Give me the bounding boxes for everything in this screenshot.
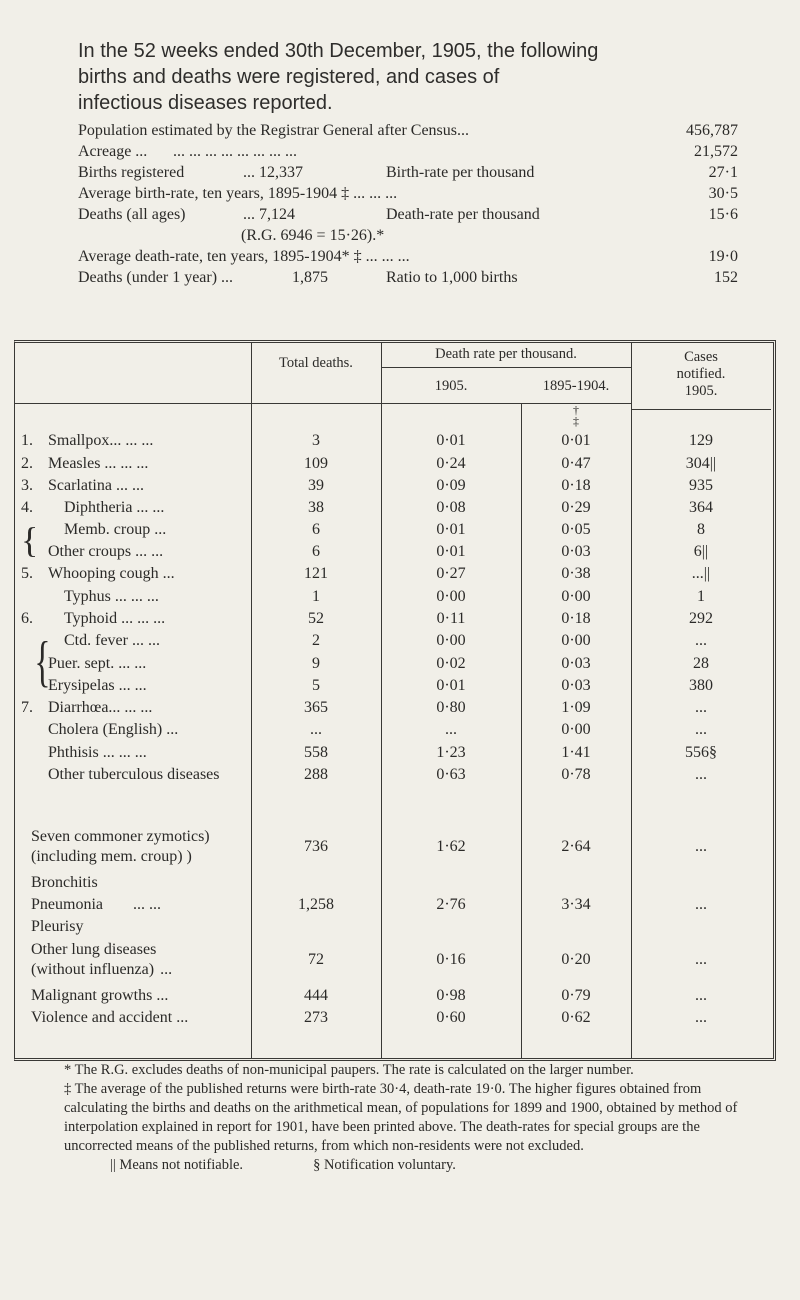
row-name: Scarlatina ... ... — [48, 477, 144, 494]
total-deaths: 273 — [304, 1009, 328, 1026]
rate-1905: 1·62 — [436, 838, 466, 855]
row-name: Typhoid ... ... ... — [64, 610, 166, 627]
rate-1895-1904: 0·00 — [561, 588, 591, 605]
cases-notified: ... — [695, 951, 707, 968]
total-deaths: 39 — [308, 477, 324, 494]
table-row-respiratory — [15, 872, 773, 938]
footnotes — [64, 1061, 764, 1175]
rate-1895-1904: 0·29 — [561, 499, 591, 516]
row-name-line: (including mem. croup) — [31, 848, 183, 865]
cases-notified: 28 — [693, 655, 709, 672]
rate-1905: 0·16 — [436, 951, 466, 968]
row-name: Diphtheria ... ... — [64, 499, 165, 516]
footnote-not-notifiable: || Means not notifiable. — [110, 1157, 244, 1173]
total-deaths: 365 — [304, 699, 328, 716]
cases-notified: ... — [695, 1009, 707, 1026]
acreage-label: Acreage ... — [78, 143, 148, 160]
rg-note: (R.G. 6946 = 15·26).* — [241, 227, 385, 244]
avg-birth-label: Average birth-rate, ten years, 1895-1904 ‡ ... ... ... — [78, 185, 398, 202]
rate-1895-1904: 3·34 — [561, 896, 591, 913]
total-deaths: ... — [310, 721, 322, 738]
report-heading — [78, 38, 768, 116]
row-name: Other tuberculous diseases — [48, 766, 220, 783]
population-value: 456,787 — [686, 122, 738, 139]
rate-1895-1904: 0·20 — [561, 951, 591, 968]
table-row — [15, 431, 773, 451]
rate-1905: 0·02 — [436, 655, 466, 672]
avg-death-value: 19·0 — [708, 248, 738, 265]
total-deaths: 444 — [304, 987, 328, 1004]
rate-1895-1904: 0·03 — [561, 543, 591, 560]
cases-notified: 364 — [689, 499, 713, 516]
cases-notified: 292 — [689, 610, 713, 627]
total-deaths: 558 — [304, 744, 328, 761]
rate-1895-1904: 0·47 — [561, 455, 591, 472]
rate-1895-1904: 0·79 — [561, 987, 591, 1004]
row-name — [31, 872, 161, 938]
cases-notified: 304|| — [685, 455, 717, 472]
heading-line-1: In the 52 weeks ended 30th December, 1905, the following — [78, 40, 599, 62]
cases-notified: 6|| — [693, 543, 709, 560]
table-row — [15, 720, 773, 740]
dagger-footnote-mark: † ‡ — [573, 403, 579, 428]
deaths-row — [78, 204, 738, 225]
row-name-line: Pneumonia — [31, 896, 103, 913]
births-label: Births registered — [78, 164, 185, 181]
total-deaths: 121 — [304, 565, 328, 582]
summary-statistics — [78, 120, 738, 288]
rate-1905: 0·08 — [436, 499, 466, 516]
total-deaths: 38 — [308, 499, 324, 516]
rate-1895-1904: 0·78 — [561, 766, 591, 783]
rate-1905: 0·01 — [436, 543, 466, 560]
row-number: 4. — [21, 499, 33, 516]
table-row — [15, 654, 773, 674]
deaths-count: ... 7,124 — [243, 206, 295, 223]
acreage-row — [78, 141, 738, 162]
rate-1905: 0·24 — [436, 455, 466, 472]
total-deaths: 52 — [308, 610, 324, 627]
rate-1895-1904: 0·00 — [561, 721, 591, 738]
table-row — [15, 564, 773, 584]
acreage-dots: ... ... ... ... ... ... ... ... — [173, 143, 297, 160]
table-row — [15, 743, 773, 763]
header-cases-notified — [631, 349, 771, 400]
header-1895-1904: 1895-1904. — [542, 378, 610, 394]
rate-1895-1904: 1·09 — [561, 699, 591, 716]
cases-notified: ... — [695, 721, 707, 738]
rate-1905: 0·01 — [436, 521, 466, 538]
table-row-malignant — [15, 986, 773, 1006]
avg-birth-value: 30·5 — [708, 185, 738, 202]
table-row — [15, 765, 773, 785]
avg-death-row — [78, 246, 738, 267]
row-name-line: Pleurisy — [31, 918, 84, 935]
table-row — [15, 631, 773, 651]
header-subdivider — [381, 367, 631, 368]
infant-deaths-label: Deaths (under 1 year) ... — [78, 269, 234, 286]
total-deaths: 736 — [304, 838, 328, 855]
birth-rate-value: 27·1 — [708, 164, 738, 181]
rate-1905: ... — [445, 721, 457, 738]
header-cases-line-2: notified. — [676, 366, 726, 382]
row-dots: ... ... — [133, 896, 161, 913]
row-name: Whooping cough ... — [48, 565, 175, 582]
cases-notified: ... — [695, 987, 707, 1004]
table-row-other-lung — [15, 940, 773, 984]
cases-notified: 8 — [697, 521, 705, 538]
cases-notified: 1 — [697, 588, 705, 605]
rate-1905: 0·01 — [436, 677, 466, 694]
rate-1895-1904: 2·64 — [561, 838, 591, 855]
table-row — [15, 454, 773, 474]
row-name: Diarrhœa... ... ... — [48, 699, 153, 716]
row-name: Erysipelas ... ... — [48, 677, 147, 694]
header-death-rate: Death rate per thousand. — [435, 346, 577, 362]
header-cases-line-3: 1905. — [684, 383, 718, 399]
group-brace-4: { — [21, 520, 39, 560]
rate-1905: 0·11 — [436, 610, 466, 627]
table-row — [15, 676, 773, 696]
avg-birth-row — [78, 183, 738, 204]
cases-notified: ... — [695, 699, 707, 716]
row-name: Phthisis ... ... ... — [48, 744, 147, 761]
table-row — [15, 609, 773, 629]
row-number: 7. — [21, 699, 33, 716]
ratio-label: Ratio to 1,000 births — [386, 269, 518, 286]
row-name: Puer. sept. ... ... — [48, 655, 147, 672]
bracket-mark: ) — [204, 828, 210, 845]
row-name-line: (without influenza) — [31, 961, 155, 978]
footnote-legend — [64, 1156, 764, 1175]
row-number: 3. — [21, 477, 33, 494]
total-deaths: 1,258 — [298, 896, 334, 913]
rate-1895-1904: 1·41 — [561, 744, 591, 761]
rate-1905: 1·23 — [436, 744, 466, 761]
rate-1905: 0·98 — [436, 987, 466, 1004]
rate-1895-1904: 0·03 — [561, 655, 591, 672]
rate-1895-1904: 0·01 — [561, 432, 591, 449]
rate-1895-1904: 0·05 — [561, 521, 591, 538]
rate-1905: 0·01 — [436, 432, 466, 449]
row-number: 2. — [21, 455, 33, 472]
total-deaths: 6 — [312, 521, 320, 538]
total-deaths: 6 — [312, 543, 320, 560]
table-row — [15, 476, 773, 496]
deaths-label: Deaths (all ages) — [78, 206, 186, 223]
rate-1905: 0·00 — [436, 632, 466, 649]
rate-1905: 2·76 — [436, 896, 466, 913]
bracket-mark: ) — [182, 848, 192, 865]
ratio-value: 152 — [714, 269, 738, 286]
row-name: Ctd. fever ... ... — [64, 632, 160, 649]
cases-notified: ... — [695, 632, 707, 649]
rate-1895-1904: 0·18 — [561, 477, 591, 494]
row-number: 6. — [21, 610, 33, 627]
rg-note-row — [78, 225, 738, 246]
cases-notified: 935 — [689, 477, 713, 494]
footnote-rg: * The R.G. excludes deaths of non-municipal paupers. The rate is calculated on the larger number. — [64, 1062, 634, 1078]
avg-death-label: Average death-rate, ten years, 1895-1904* ‡ ... ... ... — [78, 248, 410, 265]
table-row — [15, 520, 773, 540]
row-name: Typhus ... ... ... — [64, 588, 159, 605]
cases-notified: ... — [695, 838, 707, 855]
cases-notified: ...|| — [691, 565, 711, 582]
rate-1905: 0·60 — [436, 1009, 466, 1026]
row-name-line: Bronchitis — [31, 874, 98, 891]
births-count: ... 12,337 — [243, 164, 303, 181]
mortality-table — [14, 340, 776, 1061]
rate-1905: 0·00 — [436, 588, 466, 605]
row-name: Measles ... ... ... — [48, 455, 149, 472]
total-deaths: 5 — [312, 677, 320, 694]
cases-header-rule — [631, 409, 771, 410]
row-name-line: Seven commoner zymotics — [31, 828, 205, 845]
total-deaths: 2 — [312, 632, 320, 649]
births-row — [78, 162, 738, 183]
row-name: Cholera (English) ... — [48, 721, 179, 738]
birth-rate-label: Birth-rate per thousand — [386, 164, 535, 181]
rate-1895-1904: 0·38 — [561, 565, 591, 582]
cases-notified: ... — [695, 896, 707, 913]
total-deaths: 9 — [312, 655, 320, 672]
rate-1895-1904: 0·18 — [561, 610, 591, 627]
table-row — [15, 498, 773, 518]
header-bottom-rule — [15, 403, 631, 404]
header-total-deaths: Total deaths. — [279, 355, 353, 371]
row-number: 1. — [21, 432, 33, 449]
total-deaths: 109 — [304, 455, 328, 472]
cases-notified: ... — [695, 766, 707, 783]
footnote-average: ‡ The average of the published returns were birth-rate 30·4, death-rate 19·0. The higher figures obtained from calculating the births and deaths on the arithmetical mean, of populations for 1899 and 1900, obtained by method of interpolation explained in report for 1901, have been printed above. The death-rates for special groups are the uncorrected means of the published returns, from which non-residents were not excluded. — [64, 1081, 738, 1154]
row-name — [31, 940, 172, 980]
rate-1905: 0·09 — [436, 477, 466, 494]
rate-1895-1904: 0·62 — [561, 1009, 591, 1026]
row-name-line: Other lung diseases — [31, 941, 157, 958]
group-brace-6: { — [34, 631, 51, 693]
header-1905: 1905. — [434, 378, 468, 394]
infant-deaths-row — [78, 267, 738, 288]
table-row — [15, 587, 773, 607]
acreage-value: 21,572 — [694, 143, 738, 160]
cases-notified: 556§ — [685, 744, 717, 761]
heading-line-2: births and deaths were registered, and cases of — [78, 66, 500, 88]
population-label: Population estimated by the Registrar General after Census... — [78, 122, 470, 139]
infant-deaths-count: 1,875 — [292, 269, 328, 286]
rate-1895-1904: 0·00 — [561, 632, 591, 649]
row-name — [31, 827, 210, 867]
table-row-violence — [15, 1008, 773, 1028]
row-name: Violence and accident ... — [31, 1009, 189, 1026]
cases-notified: 129 — [689, 432, 713, 449]
row-name: Other croups ... ... — [48, 543, 164, 560]
table-row — [15, 542, 773, 562]
death-rate-value: 15·6 — [708, 206, 738, 223]
total-deaths: 72 — [308, 951, 324, 968]
header-cases-line-1: Cases — [684, 349, 718, 365]
row-name: Malignant growths ... — [31, 987, 169, 1004]
table-row — [15, 698, 773, 718]
heading-line-3: infectious diseases reported. — [78, 92, 333, 114]
rate-1895-1904: 0·03 — [561, 677, 591, 694]
rate-1905: 0·63 — [436, 766, 466, 783]
total-deaths: 288 — [304, 766, 328, 783]
total-deaths: 1 — [312, 588, 320, 605]
row-dots: ... — [160, 961, 173, 978]
cases-notified: 380 — [689, 677, 713, 694]
row-name: Memb. croup ... — [64, 521, 167, 538]
rate-1905: 0·80 — [436, 699, 466, 716]
row-number: 5. — [21, 565, 33, 582]
rate-1905: 0·27 — [436, 565, 466, 582]
total-deaths: 3 — [312, 432, 320, 449]
table-row-zymotics — [15, 827, 773, 871]
death-rate-label: Death-rate per thousand — [386, 206, 540, 223]
footnote-voluntary: § Notification voluntary. — [313, 1157, 456, 1173]
row-name: Smallpox... ... ... — [48, 432, 154, 449]
population-row — [78, 120, 738, 141]
